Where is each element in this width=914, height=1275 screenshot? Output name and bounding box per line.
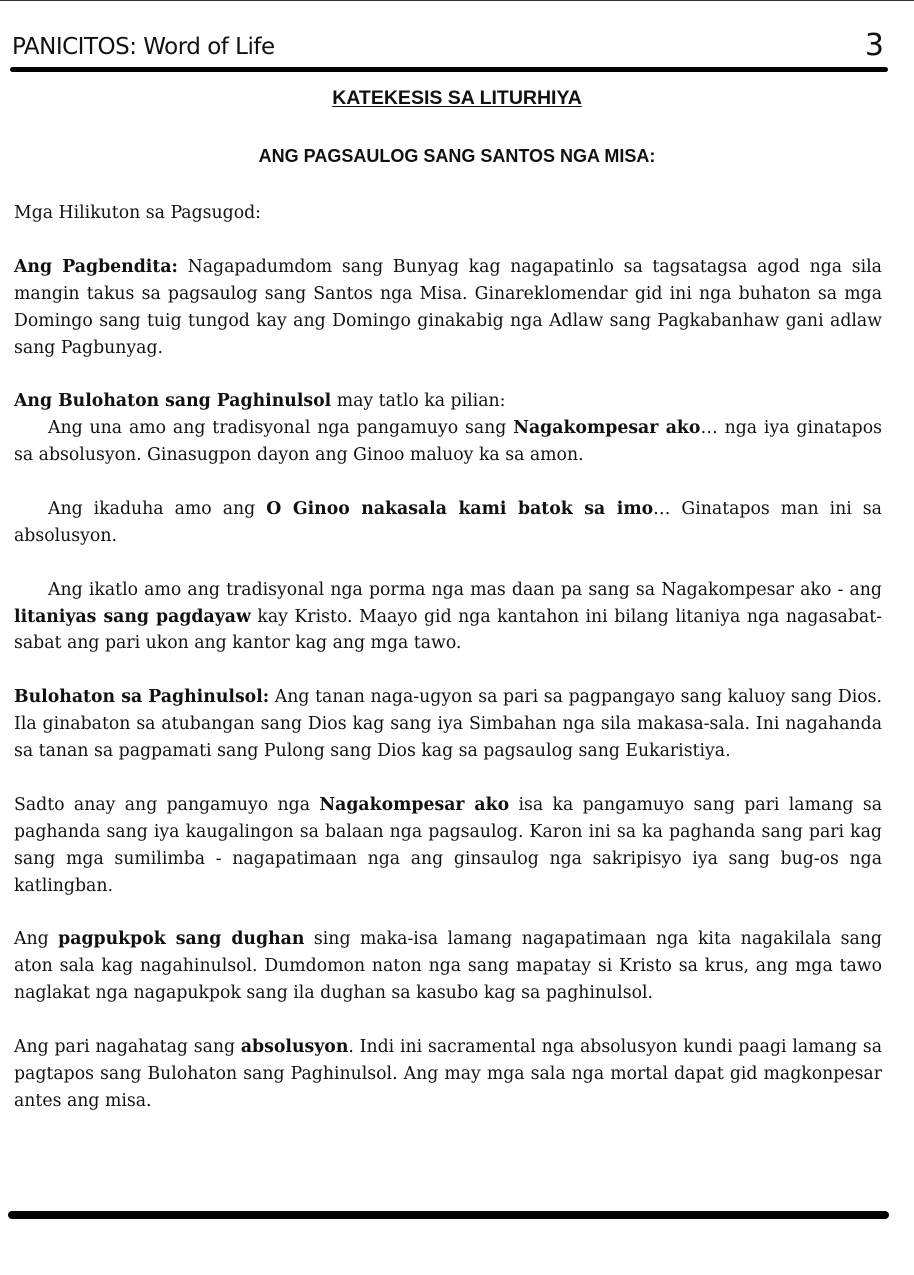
footer-rule <box>8 1211 889 1219</box>
bold-term: Bulohaton sa Paghinulsol: <box>14 687 270 708</box>
text-run: Ang tanan naga-ugyon sa pari sa pagpangayo sang kaluoy sang Dios. Ila ginabaton sa atubangan sang Dios kag sang iya Simbahan nga sila makasa-sala. Ini nagahanda sa tanan sa pagpamati sang Pulong sang Dios kag sa pagsaulog sang Eukaristiya. <box>14 687 883 762</box>
section-subtitle: ANG PAGSAULOG SANG SANTOS NGA MISA: <box>258 146 656 166</box>
bold-term: absolusyon <box>240 1036 349 1057</box>
main-title: KATEKESIS SA LITURHIYA <box>332 87 582 109</box>
paragraph <box>14 926 882 1007</box>
text-run: Ang ikatlo amo ang tradisyonal nga porma nga mas daan pa sang sa Nagakompesar ako - ang <box>48 579 882 600</box>
text-run: may tatlo ka pilian: <box>331 391 506 412</box>
text-run: Ang pari nagahatag sang <box>14 1036 241 1057</box>
paragraph <box>14 792 882 900</box>
body-text <box>14 200 882 1115</box>
text-run: Sadto anay ang pangamuyo nga <box>14 794 320 815</box>
text-run: isa ka pangamuyo sang pari lamang sa paghanda sang iya kaugalingon sa balaan nga pagsaulog. Karon ini sa ka paghanda sang pari kag sang mga sumilimba - nagapatimaan nga ang ginsaulog nga sakripisyo iya sang bug-os nga katlingban. <box>14 794 882 896</box>
bold-term: Nagakompesar ako <box>319 794 510 815</box>
bold-term: O Ginoo nakasala kami batok sa imo <box>266 498 654 519</box>
bold-term: pagpukpok sang dughan <box>58 929 305 950</box>
paragraph <box>14 684 882 765</box>
bold-term: Ang Bulohaton sang Paghinulsol <box>14 391 332 412</box>
paragraph <box>14 1034 882 1115</box>
text-run: Nagapadumdom sang Bunyag kag nagapatinlo sa tagsatagsa agod nga sila mangin takus sa pagsaulog sang Santos nga Misa. Ginareklomendar gid ini nga buhaton sa mga Domingo sang tuig tungod kay ang Domingo ginakabig nga Adlaw sang Pagkabanhaw gani adlaw sang Pagbunyag. <box>14 256 882 358</box>
bold-term: litaniyas sang pagdayaw <box>14 606 251 627</box>
paragraph <box>14 388 882 415</box>
text-run: Ang ikaduha amo ang <box>48 498 267 519</box>
text-run: … nga iya ginatapos sa absolusyon. Ginasugpon dayon ang Ginoo maluoy ka sa amon. <box>14 418 882 466</box>
text-run: . Indi ini sacramental nga absolusyon kundi paagi lamang sa pagtapos sang Bulohaton sang Paghinulsol. Ang may mga sala nga mortal dapat gid magkonpesar antes ang misa. <box>14 1036 882 1111</box>
text-run: Ang una amo ang tradisyonal nga pangamuyo sang <box>48 418 514 439</box>
paragraph <box>14 254 882 362</box>
text-run: … Ginatapos man ini sa absolusyon. <box>14 498 882 546</box>
paragraph <box>14 415 882 469</box>
text-run: kay Kristo. Maayo gid nga kantahon ini bilang litaniya nga nagasabat-sabat ang pari ukon ang kantor kag ang mga tawo. <box>14 606 882 654</box>
text-run: sing maka-isa lamang nagapatimaan nga kita nagakilala sang aton sala kag nagahinulsol. Dumdomon naton nga sang mapatay si Kristo sa krus, ang mga tawo naglakat nga nagapukpok sang ila dughan sa kasubo kag sa paghinulsol. <box>14 929 882 1004</box>
paragraph <box>14 577 882 658</box>
header-title: PANICITOS: Word of Life <box>12 34 275 60</box>
paragraph <box>14 496 882 550</box>
paragraph <box>14 200 882 227</box>
text-run: Ang <box>14 929 59 950</box>
text-run: Mga Hilikuton sa Pagsugod: <box>14 203 262 223</box>
top-border <box>0 0 914 1</box>
bold-term: Nagakompesar ako <box>513 418 701 439</box>
page-number: 3 <box>864 28 884 63</box>
header-rule <box>10 67 888 72</box>
bold-term: Ang Pagbendita: <box>14 256 178 277</box>
